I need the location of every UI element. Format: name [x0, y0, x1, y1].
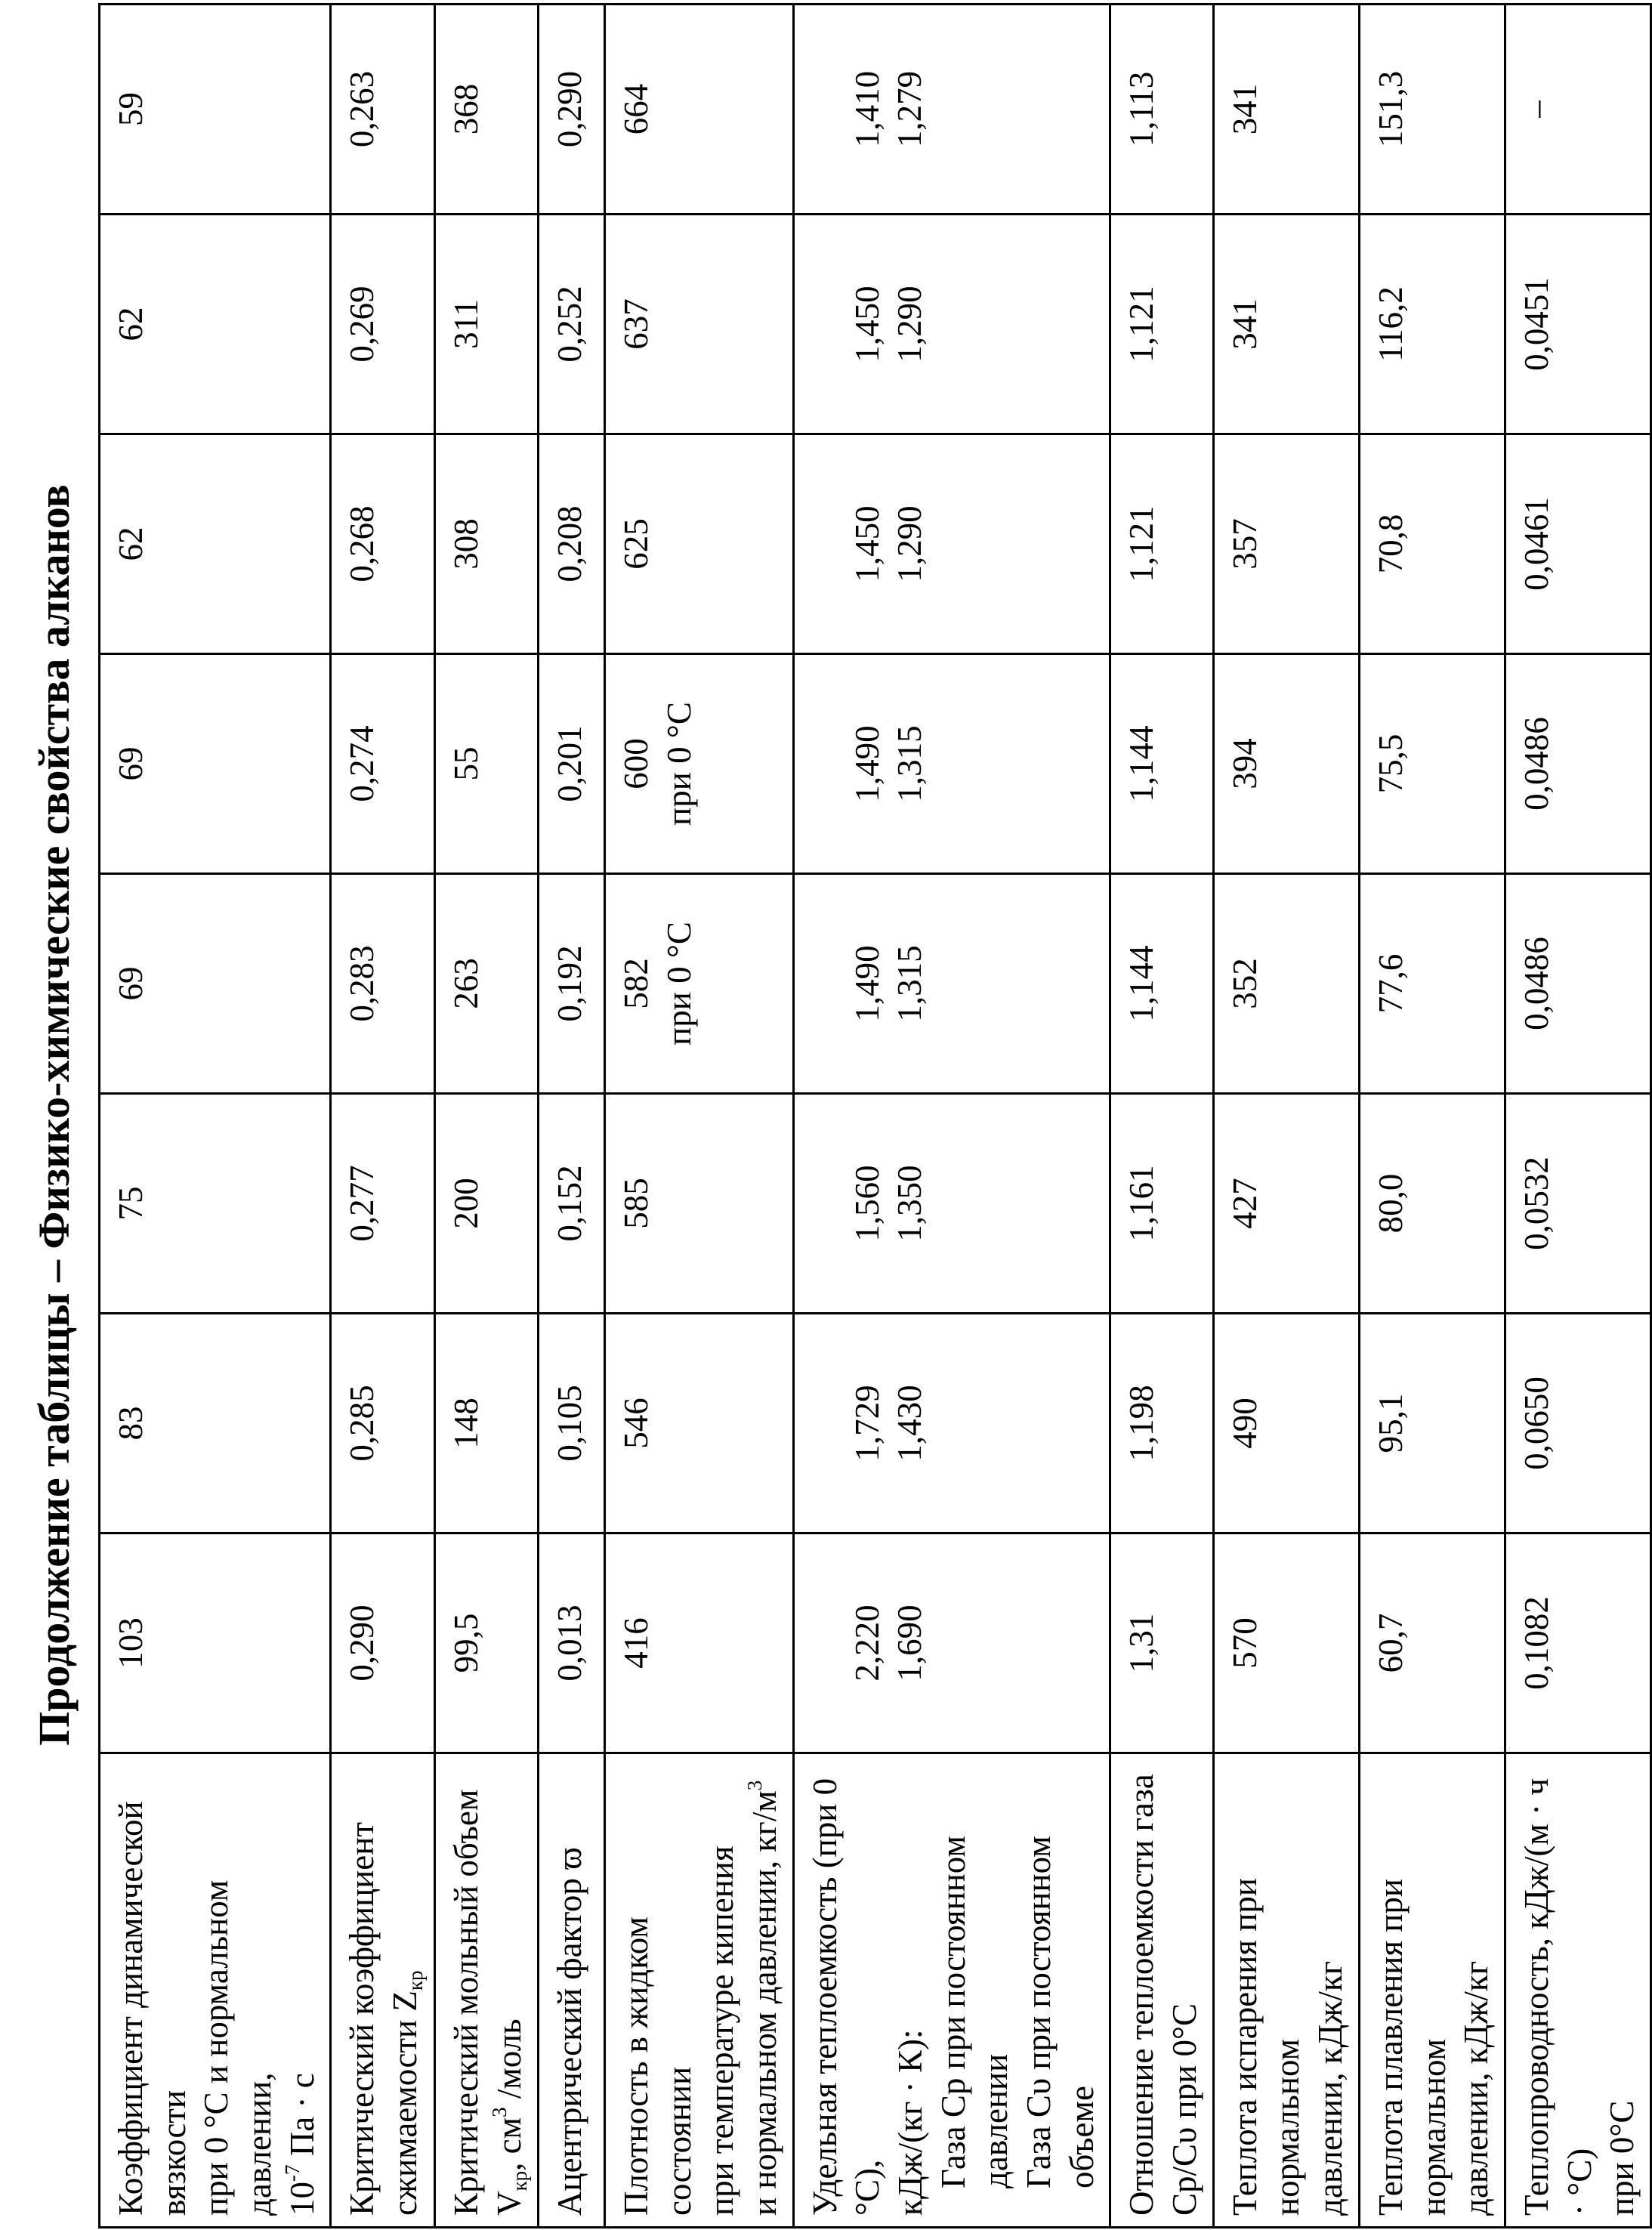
value-cell [1213, 215, 1359, 434]
value-cell [604, 654, 793, 874]
table-row-viscosity [100, 5, 331, 2228]
cell-spacer [804, 666, 846, 862]
value: 0,1082 [1517, 1596, 1555, 1690]
row-label [604, 1753, 793, 2228]
value-cell [1110, 654, 1213, 874]
label-line: Отношение теплоемкости газа [1122, 1774, 1161, 2216]
value-cell [100, 1314, 331, 1534]
value: 0,0650 [1517, 1376, 1555, 1470]
label-exponent: -7 [280, 2164, 304, 2182]
value-cell [793, 874, 1110, 1094]
value-cell [538, 215, 604, 434]
label-line: Теплота испарения при нормальном [1225, 1878, 1307, 2216]
label-unit: Па · с [283, 2073, 321, 2165]
properties-table [98, 3, 1652, 2228]
value-cell [100, 215, 331, 434]
label-line: кДж/(кг · К): [891, 2029, 929, 2216]
value-cell [435, 1094, 538, 1314]
value-cp: 1,729 [848, 1385, 886, 1462]
value: 416 [616, 1617, 655, 1669]
value-cp: 2,220 [848, 1605, 886, 1682]
label-line: давлении, кДж/кг [1457, 1960, 1496, 2216]
value: 0,283 [343, 945, 381, 1022]
value-cell [1110, 434, 1213, 654]
row-label [1213, 1753, 1359, 2228]
value-cell [331, 215, 435, 434]
value: 151,3 [1371, 70, 1410, 148]
value: 1,121 [1122, 505, 1161, 582]
value-cp: 1,560 [848, 1165, 886, 1242]
table-row-vaporization-heat [1213, 5, 1359, 2228]
value-cp: 1,450 [848, 505, 886, 582]
value-cell [604, 874, 793, 1094]
value: 103 [112, 1617, 150, 1669]
table-row-acentric-factor [538, 5, 604, 2228]
value: 368 [447, 83, 486, 135]
value: 0,201 [550, 725, 588, 802]
value-cell [331, 434, 435, 654]
label-line: Критический мольный объем [447, 1789, 486, 2216]
value-cell [331, 654, 435, 874]
value-cell [793, 654, 1110, 874]
sub-label-cv: Газа Сυ при постоянном объеме [1020, 1836, 1101, 2188]
value: 0,268 [343, 505, 381, 582]
value: 570 [1225, 1617, 1264, 1669]
cell-spacer [804, 1105, 846, 1302]
value-cell [793, 215, 1110, 434]
value-cell [1359, 654, 1505, 874]
value: 311 [447, 299, 486, 349]
label-line: при 0 °С и нормальном давлении, [197, 1879, 279, 2216]
label-line: при температуре кипения [702, 1845, 741, 2216]
value: 664 [616, 83, 655, 135]
value: 357 [1225, 518, 1264, 570]
value-cell [538, 434, 604, 654]
value: 0,290 [343, 1605, 381, 1682]
row-label [331, 1753, 435, 2228]
label-line: Теплота плавления при нормальном [1371, 1878, 1453, 2216]
value-cell [538, 5, 604, 215]
value-cp: 1,410 [848, 70, 886, 148]
value-cell [1505, 1314, 1650, 1534]
value-cp: 1,490 [848, 945, 886, 1022]
label-line: Критический коэффициент [343, 1821, 381, 2216]
table-row-compressibility [331, 5, 435, 2228]
value-cell [435, 215, 538, 434]
value-cell [1359, 1314, 1505, 1534]
label-line: при 0°С [1603, 2100, 1641, 2216]
value-cell [538, 1314, 604, 1534]
value: 0,252 [550, 286, 588, 363]
value-cv: 1,279 [891, 70, 929, 148]
value-cell [604, 1094, 793, 1314]
value: 427 [1225, 1178, 1264, 1229]
value-cv: 1,350 [891, 1165, 929, 1242]
value: 116,2 [1371, 286, 1410, 362]
table-row-liquid-density [604, 5, 793, 2228]
value-cell [435, 874, 538, 1094]
label-text: , см [490, 2117, 529, 2171]
cell-spacer [804, 226, 846, 422]
value-cell [100, 434, 331, 654]
value: 1,121 [1122, 286, 1161, 363]
value: 341 [1225, 83, 1264, 135]
value-cell [1110, 1094, 1213, 1314]
value: 83 [112, 1406, 150, 1441]
value: 308 [447, 518, 486, 570]
table-row-critical-volume [435, 5, 538, 2228]
value-cell [1505, 1094, 1650, 1314]
cell-spacer [804, 885, 846, 1082]
value-cell [1359, 1094, 1505, 1314]
value-cp: 1,450 [848, 286, 886, 363]
row-label [538, 1753, 604, 2228]
value-cell [1110, 5, 1213, 215]
value: 0,0486 [1517, 937, 1555, 1030]
value-cell [100, 874, 331, 1094]
value: 148 [447, 1398, 486, 1449]
value-cell [538, 874, 604, 1094]
value-cell [793, 434, 1110, 654]
label-exponent: 3 [743, 1780, 766, 1791]
value: 1,144 [1122, 945, 1161, 1022]
value-cv: 1,315 [891, 945, 929, 1022]
value-cell [604, 1534, 793, 1753]
value: – [1517, 100, 1555, 118]
value: 70,8 [1371, 514, 1410, 574]
value: 69 [112, 966, 150, 1001]
cell-spacer [804, 16, 846, 202]
value-cell [1213, 1314, 1359, 1534]
value: 60,7 [1371, 1613, 1410, 1673]
value-cp: 1,490 [848, 725, 886, 802]
row-label [1110, 1753, 1213, 2228]
label-subscript: кр [508, 2170, 532, 2191]
value-note: при 0 °С [659, 702, 698, 826]
label-base: 10 [283, 2182, 321, 2216]
value: 1,161 [1122, 1165, 1161, 1242]
value-cell [1110, 1534, 1213, 1753]
row-label [793, 1753, 1110, 2228]
value-cell [435, 1314, 538, 1534]
value-cv: 1,290 [891, 286, 929, 363]
value: 69 [112, 746, 150, 781]
value: 62 [112, 527, 150, 561]
value-cell [100, 654, 331, 874]
value-cell [100, 1094, 331, 1314]
value-cell [793, 5, 1110, 215]
value-cell [1505, 5, 1650, 215]
value: 0,013 [550, 1605, 588, 1682]
value: 600 [616, 738, 655, 789]
value-cell [1359, 434, 1505, 654]
value: 585 [616, 1178, 655, 1229]
value-cell [1213, 1094, 1359, 1314]
label-text: сжимаемости Z [386, 1991, 425, 2216]
value: 0,208 [550, 505, 588, 582]
label-line: Удельная теплоемкость (при 0 °С), [805, 1778, 887, 2216]
value: 1,113 [1122, 71, 1161, 147]
value-cell [435, 1534, 538, 1753]
value-cell [1505, 215, 1650, 434]
table-row-fusion-heat [1359, 5, 1505, 2228]
value: 1,198 [1122, 1385, 1161, 1462]
label-line: давлении, кДж/кг [1311, 1960, 1350, 2216]
value-cell [1213, 654, 1359, 874]
value-cell [435, 654, 538, 874]
value: 59 [112, 92, 150, 126]
value: 582 [616, 958, 655, 1009]
row-label [435, 1753, 538, 2228]
value-cell [538, 654, 604, 874]
value: 625 [616, 518, 655, 570]
value: 0,290 [550, 70, 588, 148]
value-cell [1110, 1314, 1213, 1534]
value-cell [604, 215, 793, 434]
label-text: и нормальном давлении, кг/м [745, 1790, 783, 2216]
value-cell [331, 5, 435, 215]
value-cell [331, 1314, 435, 1534]
value: 0,274 [343, 725, 381, 802]
value: 75,5 [1371, 734, 1410, 794]
label-line: Коэффициент динамической вязкости [112, 1801, 193, 2216]
value: 341 [1225, 298, 1264, 350]
table-row-heat-capacity [793, 5, 1110, 2228]
value-cell [1505, 874, 1650, 1094]
value-cell [1213, 1534, 1359, 1753]
value: 55 [447, 746, 486, 781]
value: 0,192 [550, 945, 588, 1022]
value: 0,152 [550, 1165, 588, 1242]
value-cell [435, 434, 538, 654]
value: 0,0486 [1517, 717, 1555, 811]
value: 263 [447, 958, 486, 1009]
value: 0,0532 [1517, 1157, 1555, 1250]
value-cell [1213, 874, 1359, 1094]
value: 0,269 [343, 286, 381, 363]
value-cell [604, 5, 793, 215]
value-cell [100, 1534, 331, 1753]
value: 0,0461 [1517, 497, 1555, 591]
value-cell [1505, 1534, 1650, 1753]
value: 95,1 [1371, 1393, 1410, 1453]
value: 0,285 [343, 1385, 381, 1462]
row-label [1359, 1753, 1505, 2228]
value-cell [604, 434, 793, 654]
value-cell [331, 874, 435, 1094]
value: 394 [1225, 738, 1264, 789]
row-label [1505, 1753, 1650, 2228]
value: 0,277 [343, 1165, 381, 1242]
value: 352 [1225, 958, 1264, 1009]
label-line: Ср/Сυ при 0°С [1166, 2003, 1204, 2216]
value-cell [1213, 434, 1359, 654]
label-symbol: V [490, 2191, 529, 2216]
label-unit: /моль [490, 2018, 529, 2108]
value: 77,6 [1371, 953, 1410, 1014]
value-cell [1213, 5, 1359, 215]
row-label [100, 1753, 331, 2228]
value: 490 [1225, 1398, 1264, 1449]
label-subscript: кр [404, 1970, 428, 1991]
value-cell [1359, 1534, 1505, 1753]
value: 0,263 [343, 70, 381, 148]
table-row-thermal-conductivity [1505, 5, 1650, 2228]
value-cell [331, 1534, 435, 1753]
value: 80,0 [1371, 1173, 1410, 1234]
value-cell [331, 1094, 435, 1314]
value: 637 [616, 298, 655, 350]
value-cv: 1,290 [891, 505, 929, 582]
value-cell [1359, 874, 1505, 1094]
value-cv: 1,315 [891, 725, 929, 802]
value: 99,5 [447, 1613, 486, 1673]
value-cell [435, 5, 538, 215]
value-cell [1359, 215, 1505, 434]
value: 0,0451 [1517, 277, 1555, 371]
value-note: при 0 °С [659, 922, 698, 1046]
cell-spacer [804, 1545, 846, 1741]
label-exponent: 3 [488, 2107, 511, 2117]
sub-label-cp: Газа Ср при постоянном давлении [934, 1836, 1015, 2188]
value-cv: 1,690 [891, 1605, 929, 1682]
value: 75 [112, 1186, 150, 1221]
value: 200 [447, 1178, 486, 1229]
value-cell [1505, 654, 1650, 874]
label-text: Ацентрический фактор ϖ [550, 1847, 588, 2216]
value-cell [1505, 434, 1650, 654]
value-cell [538, 1534, 604, 1753]
value-cell [793, 1314, 1110, 1534]
value-cell [604, 1314, 793, 1534]
label-line: Теплопроводность, кДж/(м · ч · °С) [1517, 1778, 1598, 2216]
value: 546 [616, 1398, 655, 1449]
value: 1,31 [1122, 1613, 1161, 1673]
label-line: Плотность в жидком состоянии [616, 1917, 698, 2216]
value-cell [793, 1534, 1110, 1753]
table-row-heat-capacity-ratio [1110, 5, 1213, 2228]
cell-spacer [804, 1325, 846, 1521]
value: 1,144 [1122, 725, 1161, 802]
value-cell [538, 1094, 604, 1314]
value-cell [793, 1094, 1110, 1314]
value: 0,105 [550, 1385, 588, 1462]
value-cell [1110, 874, 1213, 1094]
value-cell [100, 5, 331, 215]
page-title: Продолжение таблицы – Физико-химические свойства алканов [29, 484, 79, 1746]
cell-spacer [804, 446, 846, 642]
value-cv: 1,430 [891, 1385, 929, 1462]
value-cell [1359, 5, 1505, 215]
value-cell [1110, 215, 1213, 434]
value: 62 [112, 307, 150, 341]
